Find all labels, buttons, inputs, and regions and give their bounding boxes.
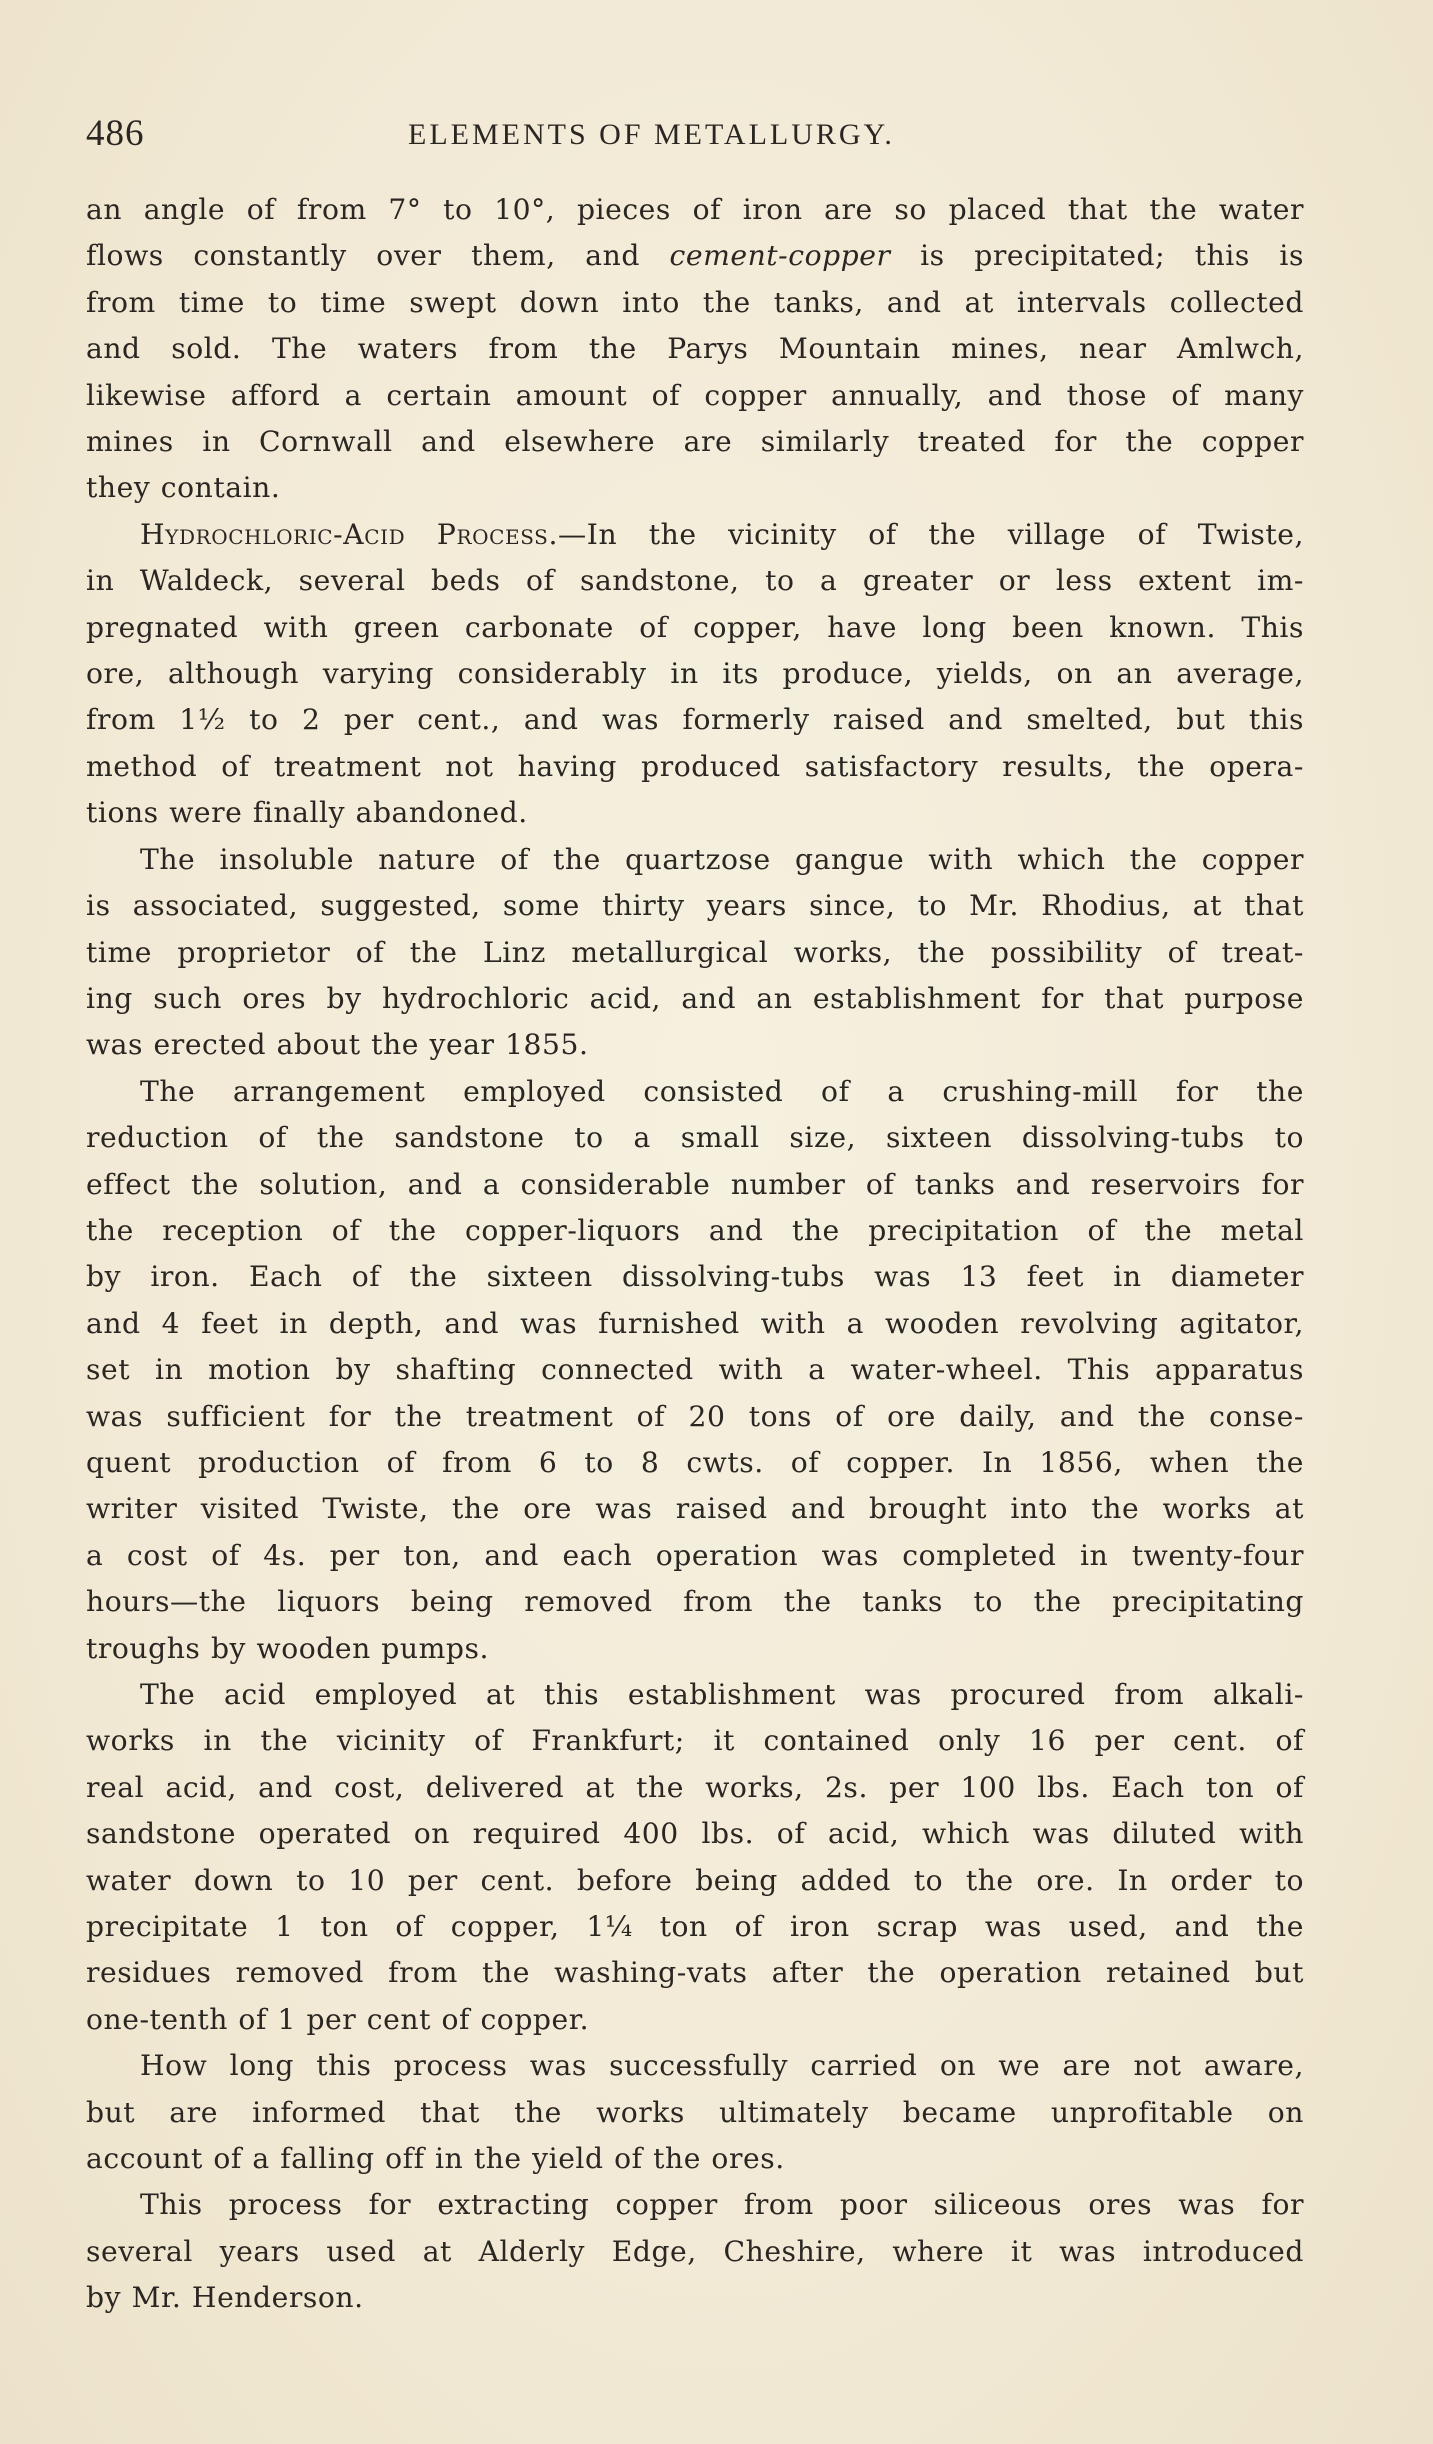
- text-line: [86, 465, 1304, 511]
- italic-term: cement-copper: [669, 239, 891, 273]
- text-line: [86, 280, 1304, 326]
- text-line-content: The acid employed at this establishment was procured from alkali-: [140, 1678, 1304, 1711]
- text-line-content: the reception of the copper-liquors and the precipitation of the metal: [86, 1213, 1304, 1247]
- text-line: [86, 1022, 1304, 1068]
- text-line: [86, 558, 1304, 604]
- text-line-content: precipitate 1 ton of copper, 1¼ ton of iron scrap was used, and the: [86, 1910, 1304, 1944]
- text-line: [86, 1904, 1304, 1950]
- text-line-content: works in the vicinity of Frankfurt; it contained only 16 per cent. of: [86, 1724, 1304, 1758]
- text-line-content: residues removed from the washing-vats after the operation retained but: [86, 1956, 1304, 1990]
- section-heading: Hydrochloric-Acid Process.: [140, 517, 559, 551]
- paragraph-2: [86, 512, 1304, 837]
- text-line: [86, 976, 1304, 1022]
- paragraph-1: [86, 187, 1304, 512]
- text-line: [86, 1626, 1304, 1672]
- text-line: [86, 512, 1304, 558]
- text-line: [86, 1765, 1304, 1811]
- text-line: [86, 605, 1304, 651]
- text-line: [86, 1997, 1304, 2043]
- text-line: [86, 1162, 1304, 1208]
- text-line-content: was sufficient for the treatment of 20 tons of ore daily, and the conse-: [86, 1399, 1304, 1433]
- text-line: [86, 1950, 1304, 1996]
- text-line-content: they contain.: [86, 471, 281, 505]
- text-line: [86, 930, 1304, 976]
- text-line-content: mines in Cornwall and elsewhere are similarly treated for the copper: [86, 425, 1304, 459]
- text-line-content: likewise afford a certain amount of copper annually, and those of many: [86, 378, 1304, 412]
- text-line: [86, 326, 1304, 372]
- text-line-content: hours—the liquors being removed from the tanks to the precipitating: [86, 1585, 1304, 1619]
- text-line: [86, 373, 1304, 419]
- text-line: [86, 1115, 1304, 1161]
- text-line-content: —In the vicinity of the village of Twiste,: [558, 517, 1304, 551]
- text-line: [86, 2229, 1304, 2275]
- text-line-content: flows constantly over them, and cement-copper is precipitated; this is: [86, 239, 1304, 273]
- text-line-content: and 4 feet in depth, and was furnished with a wooden revolving agitator,: [86, 1306, 1304, 1340]
- text-line-content: The insoluble nature of the quartzose gangue with which the copper: [140, 842, 1304, 876]
- text-line-content: This process for extracting copper from poor siliceous ores was for: [140, 2188, 1304, 2222]
- text-line-content: one-tenth of 1 per cent of copper.: [86, 2002, 590, 2036]
- text-line-content: is associated, suggested, some thirty years since, to Mr. Rhodius, at that: [86, 889, 1304, 923]
- text-line-content: ing such ores by hydrochloric acid, and an establishment for that purpose: [86, 981, 1304, 1015]
- text-line-content: was erected about the year 1855.: [86, 1028, 589, 1062]
- page-header: [86, 112, 1306, 162]
- text-line: [86, 697, 1304, 743]
- text-line: [86, 2182, 1304, 2228]
- paragraph-5: [86, 1672, 1304, 2043]
- text-line: [86, 1069, 1304, 1115]
- text-line-content: tions were finally abandoned.: [86, 796, 528, 830]
- text-line-content: a cost of 4s. per ton, and each operation was completed in twenty-four: [86, 1538, 1304, 1572]
- text-line: [86, 1486, 1304, 1532]
- text-line: [86, 1858, 1304, 1904]
- text-line: [86, 1672, 1304, 1718]
- text-line-content: from 1½ to 2 per cent., and was formerly raised and smelted, but this: [86, 703, 1304, 737]
- text-line-content: sandstone operated on required 400 lbs. of acid, which was diluted with: [86, 1817, 1304, 1851]
- paragraph-6: [86, 2043, 1304, 2182]
- paragraph-4: [86, 1069, 1304, 1672]
- text-line-content: in Waldeck, several beds of sandstone, to a greater or less extent im-: [86, 564, 1304, 598]
- text-line: [86, 2090, 1304, 2136]
- text-line-content: The arrangement employed consisted of a crushing-mill for the: [140, 1074, 1304, 1108]
- text-line: [86, 1394, 1304, 1440]
- text-line: [86, 1254, 1304, 1300]
- text-line: [86, 2136, 1304, 2182]
- page-body: [86, 187, 1304, 2322]
- text-line: [86, 651, 1304, 697]
- text-line-content: How long this process was successfully carried on we are not aware,: [140, 2049, 1304, 2083]
- text-line-content: set in motion by shafting connected with a water-wheel. This apparatus: [86, 1353, 1304, 1387]
- text-line-content: an angle of from 7° to 10°, pieces of iron are so placed that the water: [86, 193, 1304, 226]
- text-line-content: writer visited Twiste, the ore was raised and brought into the works at: [86, 1492, 1304, 1526]
- paragraph-7: [86, 2182, 1304, 2321]
- page-number: 486: [86, 113, 145, 154]
- text-line: [86, 1208, 1304, 1254]
- text-line-content: real acid, and cost, delivered at the works, 2s. per 100 lbs. Each ton of: [86, 1770, 1304, 1804]
- text-line: [86, 1718, 1304, 1764]
- text-line: [86, 883, 1304, 929]
- text-line: [86, 790, 1304, 836]
- text-line-content: by iron. Each of the sixteen dissolving-tubs was 13 feet in diameter: [86, 1260, 1304, 1294]
- text-line-content: by Mr. Henderson.: [86, 2281, 364, 2315]
- text-line: [86, 233, 1304, 279]
- text-line-content: effect the solution, and a considerable number of tanks and reservoirs for: [86, 1167, 1304, 1201]
- text-line: [86, 1579, 1304, 1625]
- text-line: [86, 744, 1304, 790]
- text-line: [86, 1347, 1304, 1393]
- text-line-content: water down to 10 per cent. before being added to the ore. In order to: [86, 1863, 1304, 1897]
- text-line-content: several years used at Alderly Edge, Cheshire, where it was introduced: [86, 2234, 1304, 2268]
- text-line-content: method of treatment not having produced satisfactory results, the opera-: [86, 749, 1304, 783]
- text-line-content: reduction of the sandstone to a small size, sixteen dissolving-tubs to: [86, 1121, 1304, 1155]
- text-line-content: account of a falling off in the yield of the ores.: [86, 2142, 785, 2176]
- text-line: [86, 419, 1304, 465]
- text-line-content: quent production of from 6 to 8 cwts. of copper. In 1856, when the: [86, 1445, 1304, 1479]
- text-line-content: time proprietor of the Linz metallurgical works, the possibility of treat-: [86, 935, 1304, 969]
- text-line: [86, 2043, 1304, 2089]
- text-line: [86, 187, 1304, 233]
- text-line: [86, 837, 1304, 883]
- text-line-content: ore, although varying considerably in its produce, yields, on an average,: [86, 657, 1304, 691]
- text-line-content: pregnated with green carbonate of copper, have long been known. This: [86, 610, 1304, 644]
- text-line-content: troughs by wooden pumps.: [86, 1631, 489, 1665]
- text-line: [86, 1301, 1304, 1347]
- text-line-content: but are informed that the works ultimately became unprofitable on: [86, 2095, 1304, 2129]
- text-line-content: from time to time swept down into the tanks, and at intervals collected: [86, 285, 1304, 319]
- text-line: [86, 1440, 1304, 1486]
- text-line: [86, 1811, 1304, 1857]
- text-line-content: and sold. The waters from the Parys Mountain mines, near Amlwch,: [86, 332, 1304, 366]
- text-line: [86, 2275, 1304, 2321]
- text-line: [86, 1533, 1304, 1579]
- paragraph-3: [86, 837, 1304, 1069]
- running-title: ELEMENTS OF METALLURGY.: [408, 118, 895, 151]
